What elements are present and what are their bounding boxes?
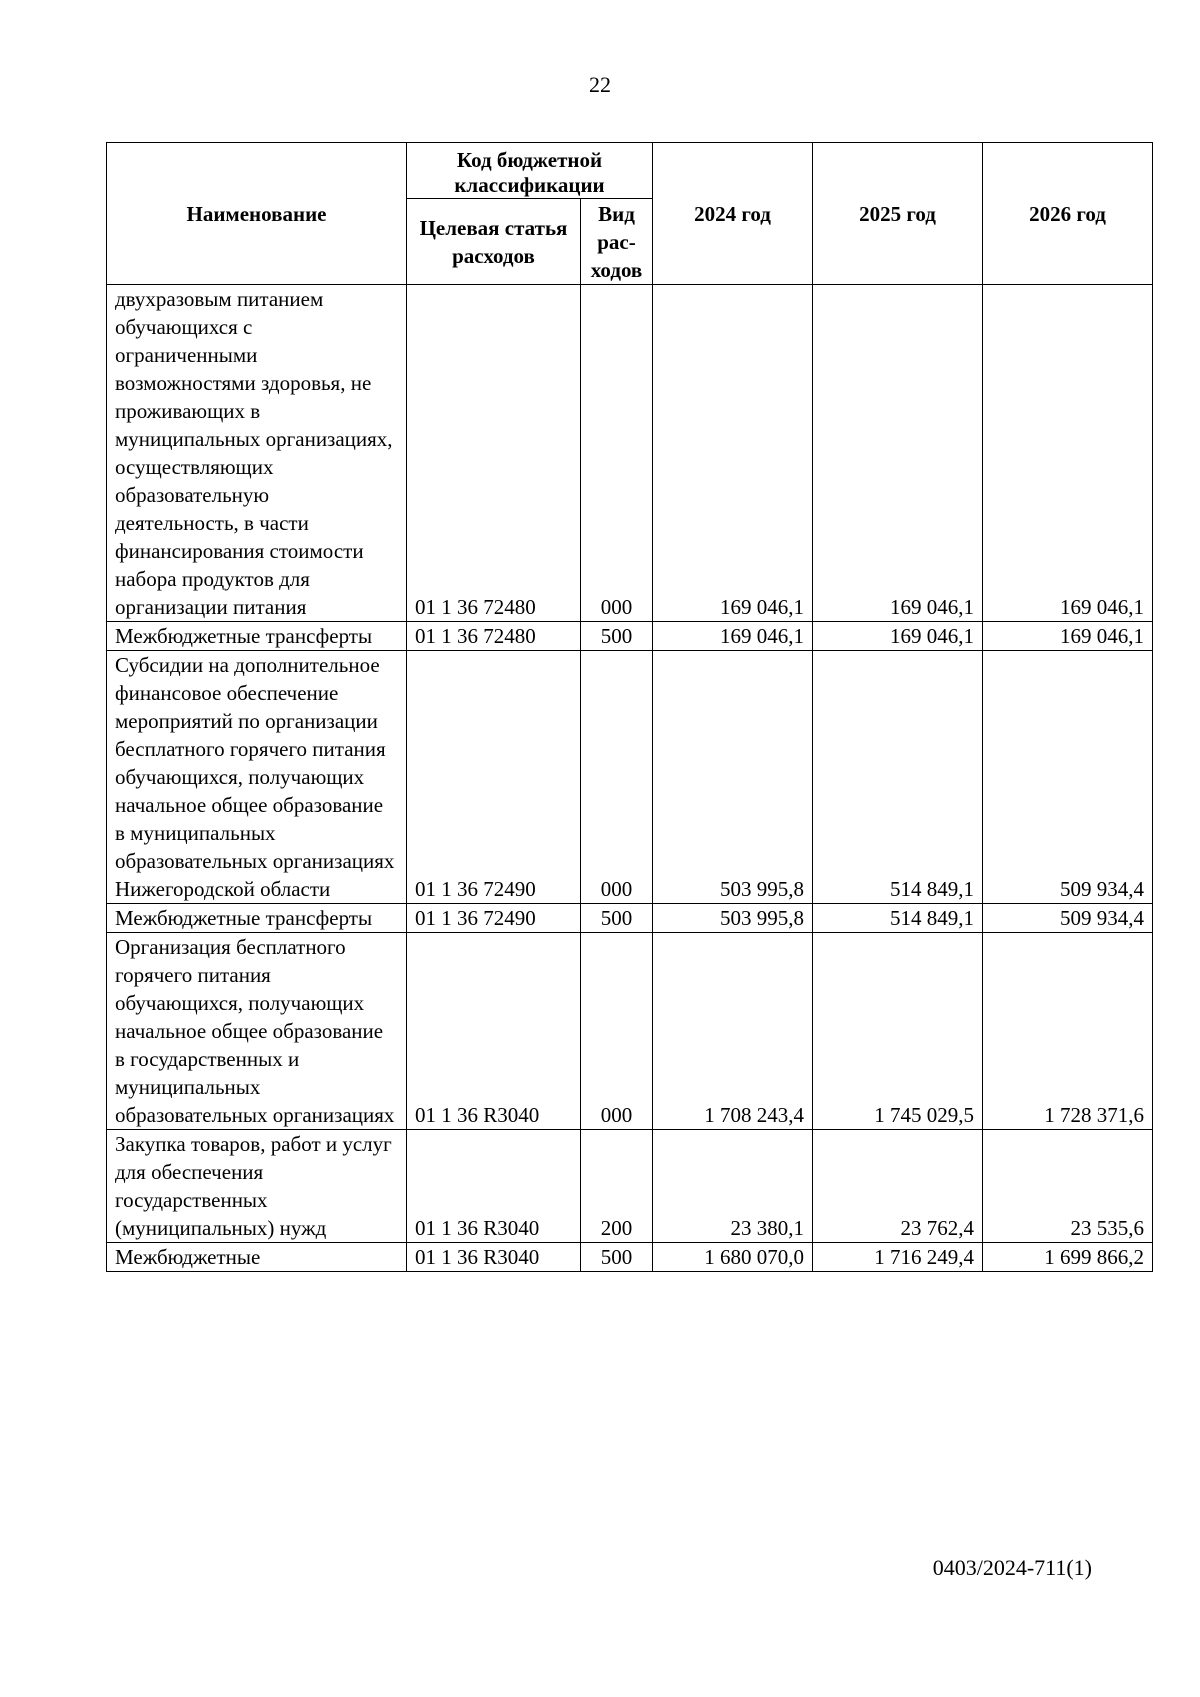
row-value-2025: 169 046,1 [813,622,983,651]
document-registration-code: 0403/2024-711(1) [932,1555,1092,1580]
row-expense-type: 000 [581,651,653,904]
row-target-code: 01 1 36 R3040 [407,1243,581,1272]
row-value-2026: 1 728 371,6 [983,933,1153,1130]
col-header-name: Наименование [107,143,407,285]
row-value-2025: 514 849,1 [813,651,983,904]
row-target-code: 01 1 36 72490 [407,904,581,933]
row-name: Межбюджетные трансферты [107,904,407,933]
row-value-2024: 169 046,1 [653,285,813,622]
row-value-2024: 503 995,8 [653,651,813,904]
row-value-2025: 169 046,1 [813,285,983,622]
row-value-2024: 1 708 243,4 [653,933,813,1130]
col-header-code-group: Код бюджетной классификации [407,143,653,199]
row-target-code: 01 1 36 72480 [407,285,581,622]
page-number: 22 [589,72,611,97]
row-expense-type: 500 [581,904,653,933]
row-value-2026: 509 934,4 [983,904,1153,933]
row-value-2026: 509 934,4 [983,651,1153,904]
row-value-2025: 1 745 029,5 [813,933,983,1130]
row-name: Межбюджетные [107,1243,407,1272]
row-target-code: 01 1 36 72490 [407,651,581,904]
row-expense-type: 000 [581,933,653,1130]
row-expense-type: 500 [581,1243,653,1272]
row-expense-type: 000 [581,285,653,622]
row-expense-type: 200 [581,1130,653,1243]
row-value-2025: 1 716 249,4 [813,1243,983,1272]
row-expense-type: 500 [581,622,653,651]
col-header-2026: 2026 год [983,143,1153,285]
table-row [107,622,1153,651]
table-row [107,1243,1153,1272]
row-target-code: 01 1 36 R3040 [407,1130,581,1243]
row-value-2026: 169 046,1 [983,285,1153,622]
col-header-2024: 2024 год [653,143,813,285]
row-target-code: 01 1 36 72480 [407,622,581,651]
row-value-2026: 23 535,6 [983,1130,1153,1243]
row-value-2024: 169 046,1 [653,622,813,651]
budget-table [106,142,1153,1272]
col-header-target-article: Целевая статья расходов [407,199,581,285]
row-name: Субсидии на дополнительное финансовое обеспечение мероприятий по организации бесплатного горячего питания обучающихся, получающих начальное общее образование в муниципальных образовательных организациях Нижегородской области [107,651,407,904]
row-name: Организация бесплатного горячего питания обучающихся, получающих начальное общее образование в государственных и муниципальных образовательных организациях [107,933,407,1130]
table-row [107,651,1153,904]
table-row [107,904,1153,933]
header-row-top [107,143,1153,199]
row-target-code: 01 1 36 R3040 [407,933,581,1130]
table-row [107,1130,1153,1243]
row-name: двухразовым питанием обучающихся с ограниченными возможностями здоровья, не проживающих в муниципальных организациях, осуществляющих образовательную деятельность, в части финансирования стоимости набора продуктов для организации питания [107,285,407,622]
table-row [107,933,1153,1130]
row-value-2024: 503 995,8 [653,904,813,933]
row-value-2024: 23 380,1 [653,1130,813,1243]
row-name: Закупка товаров, работ и услуг для обеспечения государственных (муниципальных) нужд [107,1130,407,1243]
row-value-2024: 1 680 070,0 [653,1243,813,1272]
row-value-2026: 169 046,1 [983,622,1153,651]
row-value-2025: 23 762,4 [813,1130,983,1243]
row-value-2026: 1 699 866,2 [983,1243,1153,1272]
row-value-2025: 514 849,1 [813,904,983,933]
table-row [107,285,1153,622]
col-header-2025: 2025 год [813,143,983,285]
row-name: Межбюджетные трансферты [107,622,407,651]
col-header-expense-type: Вид рас- ходов [581,199,653,285]
